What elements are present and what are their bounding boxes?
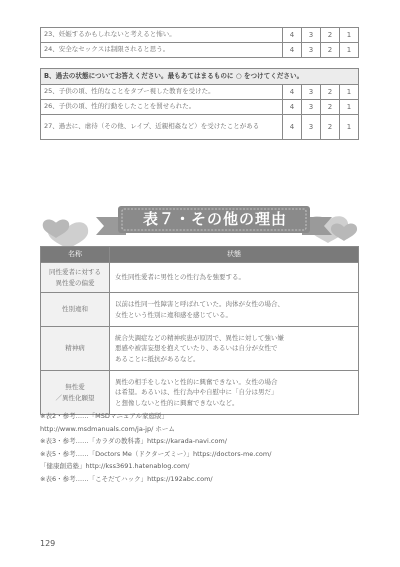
description-line: 女性という性別に違和感を感じている。 <box>115 310 232 319</box>
term-line: 精神病 <box>65 344 85 353</box>
term-line: 異性愛の偏愛 <box>55 278 95 287</box>
note-line: 「健康創造塾」http://kss3691.hatenablog.com/ <box>40 462 190 471</box>
score-cell: 3 <box>301 43 320 58</box>
score-cell: 1 <box>339 85 358 100</box>
table-row <box>41 115 359 140</box>
term-cell <box>41 293 110 327</box>
term-cell <box>41 263 110 293</box>
question-text: 26、子供の頃、性的行動をしたことを罰せられた。 <box>41 100 283 115</box>
score-cell: 2 <box>320 115 339 140</box>
question-text: 24、安全なセックスは制限されると思う。 <box>41 43 283 58</box>
note-line: ※表5・参考……「Doctors Me（ドクターズミー）」https://doctors-me.com/ <box>40 449 272 458</box>
score-cell: 3 <box>301 85 320 100</box>
table-row <box>41 43 359 58</box>
reference-notes <box>40 410 370 486</box>
description-line: 以前は性同一性障害と呼ばれていた。肉体が女性の場合、 <box>115 300 284 309</box>
term-line: 性別違和 <box>62 305 88 314</box>
score-cell: 1 <box>339 43 358 58</box>
table-title: 表７・その他の理由 <box>142 210 287 228</box>
score-cell: 2 <box>320 100 339 115</box>
table-row <box>41 327 359 371</box>
description-cell <box>110 293 359 327</box>
score-cell: 1 <box>339 28 358 43</box>
table-row <box>41 293 359 327</box>
table-header-row <box>41 247 359 263</box>
question-text: 27、過去に、虐待（その他、レイプ、近親相姦など）を受けたことがある <box>41 115 283 140</box>
description-line: 女性同性愛者に男性との性行為を強要する。 <box>115 273 245 282</box>
score-cell: 4 <box>282 115 301 140</box>
term-cell <box>41 371 110 415</box>
description-line: は希望。あるいは、性行為中や自慰中に「自分は男だ」 <box>115 388 278 397</box>
note-line: ※表2・参考……「MSDマニュアル家庭版」 <box>40 412 169 420</box>
term-cell <box>41 327 110 371</box>
description-cell <box>110 371 359 415</box>
section-b-heading: B、過去の状態についてお答えください。最もあてはまるものに ○ をつけてください。 <box>41 69 359 85</box>
score-cell: 3 <box>301 115 320 140</box>
note-line: ※表3・参考……「カラダの教科書」https://karada-navi.com/ <box>40 437 227 446</box>
score-cell: 2 <box>320 43 339 58</box>
score-cell: 2 <box>320 85 339 100</box>
column-header-name: 名称 <box>41 247 110 263</box>
score-cell: 3 <box>301 100 320 115</box>
table-title-banner <box>38 197 360 251</box>
section-header-row <box>41 69 359 85</box>
score-cell: 1 <box>339 115 358 140</box>
description-line: あることに抵抗があるなど。 <box>115 354 200 363</box>
note-line: ※表6・参考……「こそだてハック」https://192abc.com/ <box>40 474 213 483</box>
page-number: 129 <box>40 539 56 548</box>
table-row <box>41 263 359 293</box>
score-cell: 4 <box>282 100 301 115</box>
score-cell: 1 <box>339 100 358 115</box>
question-text: 25、子供の頃、性的なことをタブー視した教育を受けた。 <box>41 85 283 100</box>
term-line: 無性愛 <box>65 383 85 392</box>
description-cell <box>110 327 359 371</box>
other-reasons-table <box>40 246 359 415</box>
term-line: 同性愛者に対する <box>49 268 101 277</box>
description-line: 悪感や被害妄想を抱えていたり、あるいは自分が女性で <box>115 344 278 353</box>
column-header-state: 状態 <box>110 247 359 263</box>
score-cell: 4 <box>282 28 301 43</box>
score-cell: 2 <box>320 28 339 43</box>
description-line: 異性の相手をしないと性的に興奮できない。女性の場合 <box>115 378 278 387</box>
table-spacer <box>41 58 359 69</box>
table-row <box>41 28 359 43</box>
questionnaire-table <box>40 27 359 140</box>
score-cell: 3 <box>301 28 320 43</box>
term-line: ／異性化願望 <box>55 393 95 402</box>
table-row <box>41 85 359 100</box>
score-cell: 4 <box>282 43 301 58</box>
score-cell: 4 <box>282 85 301 100</box>
table-row <box>41 100 359 115</box>
table-row <box>41 371 359 415</box>
question-text: 23、妊娠するかもしれないと考えると怖い。 <box>41 28 283 43</box>
description-line: と想像しないと性的に興奮できないなど。 <box>115 398 239 407</box>
note-line: http://www.msdmanuals.com/ja-jp/ ホーム <box>40 424 175 433</box>
description-line: 統合失調症などの精神疾患が原因で、異性に対して強い嫌 <box>115 334 284 343</box>
description-cell <box>110 263 359 293</box>
